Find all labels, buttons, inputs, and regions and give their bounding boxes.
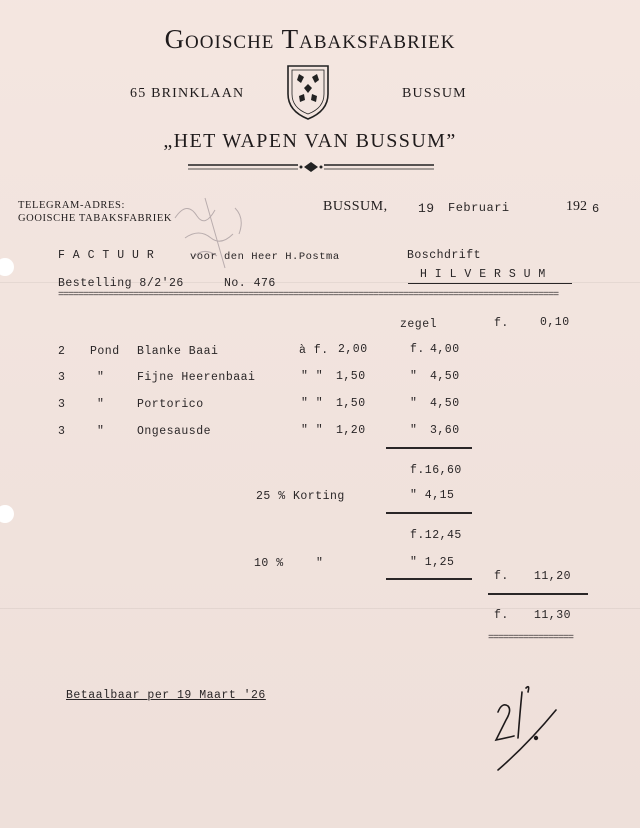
date-place: BUSSUM, (323, 199, 388, 214)
item-total-prefix: " (410, 397, 418, 410)
item-qty: 3 (58, 398, 66, 411)
company-motto: „HET WAPEN VAN BUSSUM” (163, 130, 457, 152)
item-at: " " (301, 424, 324, 437)
double-rule-divider: ==================================================================================================== (58, 290, 559, 301)
date-day: 19 (418, 201, 435, 216)
company-name: Gooische Tabaksfabriek (164, 24, 456, 54)
item-total: 3,60 (430, 424, 460, 437)
item-price: 1,50 (336, 397, 366, 410)
item-name: Ongesausde (137, 425, 212, 438)
ornament-divider-icon (188, 160, 434, 174)
second-discount-amount: " 1,25 (410, 556, 455, 569)
customer-street: Boschdrift (407, 249, 482, 262)
signature (488, 672, 568, 776)
order-number: No. 476 (224, 277, 276, 290)
discount-label: 25 % Korting (256, 490, 345, 503)
item-price: 1,20 (336, 424, 366, 437)
punch-hole (0, 258, 14, 276)
net-amount: 11,20 (534, 570, 572, 583)
date-year-prefix: 192 (566, 199, 587, 214)
item-name: Fijne Heerenbaai (137, 371, 256, 384)
zegel-currency: f. (494, 317, 509, 330)
item-at: à f. (299, 344, 329, 357)
item-qty: 2 (58, 345, 66, 358)
final-prefix: f. (494, 609, 509, 622)
company-address: 65 BRINKLAAN (130, 86, 245, 101)
item-total: 4,00 (430, 343, 460, 356)
double-rule-total: ================= (488, 633, 574, 644)
customer-name: voor den Heer H.Postma (190, 251, 340, 263)
item-total-prefix: " (410, 370, 418, 383)
item-unit: " (97, 371, 105, 384)
zegel-label: zegel (400, 318, 438, 331)
net-prefix: f. (494, 570, 509, 583)
item-price: 2,00 (338, 343, 368, 356)
customer-town: H I L V E R S U M (420, 268, 546, 281)
telegram-label: TELEGRAM-ADRES: (18, 200, 125, 211)
item-total-prefix: f. (410, 343, 425, 356)
invoice-title: F A C T U U R (58, 249, 155, 262)
payment-terms: Betaalbaar per 19 Maart '26 (66, 689, 266, 702)
item-unit: " (97, 398, 105, 411)
item-total: 4,50 (430, 370, 460, 383)
item-at: " " (301, 397, 324, 410)
sum-rule (386, 578, 472, 580)
company-city: BUSSUM (402, 86, 467, 101)
sum-rule (386, 447, 472, 449)
item-unit: " (97, 425, 105, 438)
item-qty: 3 (58, 371, 66, 384)
sum-rule (488, 593, 588, 595)
final-amount: 11,30 (534, 609, 572, 622)
second-discount-ditto: " (316, 557, 324, 570)
item-qty: 3 (58, 425, 66, 438)
punch-hole (0, 505, 14, 523)
discount-amount: " 4,15 (410, 489, 455, 502)
second-discount-label: 10 % (254, 557, 284, 570)
zegel-amount: 0,10 (540, 316, 570, 329)
item-total: 4,50 (430, 397, 460, 410)
town-underline (408, 283, 572, 284)
item-price: 1,50 (336, 370, 366, 383)
subtotal: f.16,60 (410, 464, 462, 477)
item-name: Blanke Baai (137, 345, 219, 358)
item-unit: Pond (90, 345, 120, 358)
item-total-prefix: " (410, 424, 418, 437)
after-discount: f.12,45 (410, 529, 462, 542)
item-name: Portorico (137, 398, 204, 411)
telegram-address: GOOISCHE TABAKSFABRIEK (18, 213, 173, 224)
coat-of-arms-icon (284, 64, 332, 120)
date-month: Februari (448, 201, 510, 215)
order-reference: Bestelling 8/2'26 (58, 277, 184, 290)
date-year-suffix: 6 (592, 202, 600, 216)
item-at: " " (301, 370, 324, 383)
sum-rule (386, 512, 472, 514)
